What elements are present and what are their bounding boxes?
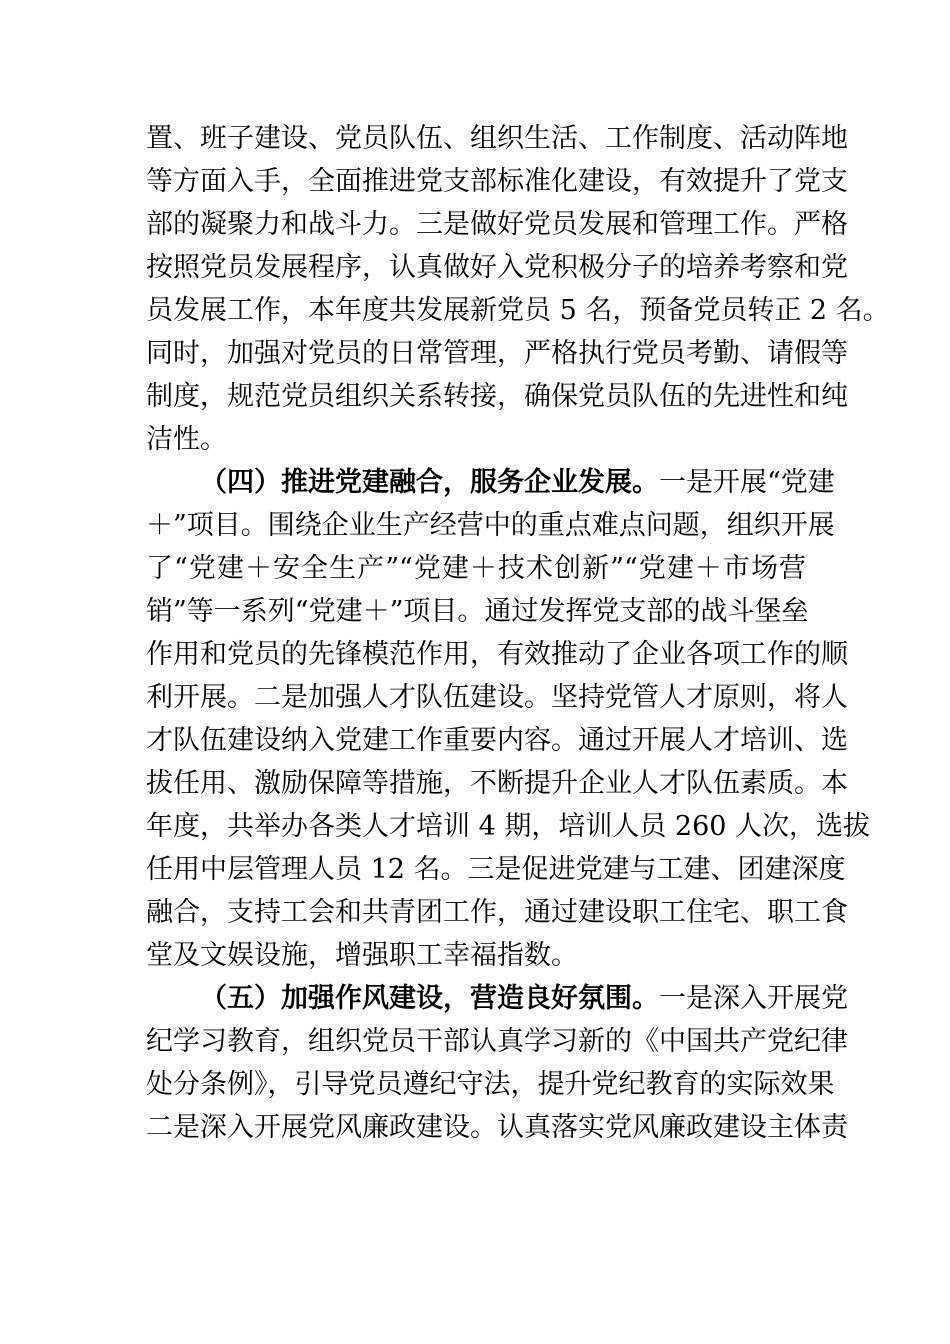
section-heading-line: （四）推进党建融合，服务企业发展。一是开展“党建 <box>200 467 835 498</box>
text-line: 才队伍建设纳入党建工作重要内容。通过开展人才培训、选 <box>146 725 848 756</box>
text-line: 了“党建＋安全生产”“党建＋技术创新”“党建＋市场营 <box>146 553 806 584</box>
text-line: 拔任用、激励保障等措施，不断提升企业人才队伍素质。本 <box>146 768 848 799</box>
section-heading: （五）加强作风建设，营造良好氛围。 <box>200 983 659 1014</box>
text-line: 销”等一系列“党建＋”项目。通过发挥党支部的战斗堡垒 <box>146 596 809 627</box>
text-line: 等方面入手，全面推进党支部标准化建设，有效提升了党支 <box>146 166 848 197</box>
text-line: 二是深入开展党风廉政建设。认真落实党风廉政建设主体责 <box>146 1112 848 1143</box>
text-line: 利开展。二是加强人才队伍建设。坚持党管人才原则，将人 <box>146 682 848 713</box>
text-line: 置、班子建设、党员队伍、组织生活、工作制度、活动阵地 <box>146 123 848 154</box>
text-line: 同时，加强对党员的日常管理，严格执行党员考勤、请假等 <box>146 338 848 369</box>
text-line: 洁性。 <box>146 424 227 455</box>
text-line: 融合，支持工会和共青团工作，通过建设职工住宅、职工食 <box>146 897 848 928</box>
text-line: 按照党员发展程序，认真做好入党积极分子的培养考察和党 <box>146 252 848 283</box>
text-line: 员发展工作，本年度共发展新党员 5 名，预备党员转正 2 名。 <box>146 295 890 326</box>
text-line: 处分条例》，引导党员遵纪守法，提升党纪教育的实际效果 <box>146 1069 835 1100</box>
section-heading: （四）推进党建融合，服务企业发展。 <box>200 467 659 498</box>
text-line: 制度，规范党员组织关系转接，确保党员队伍的先进性和纯 <box>146 381 848 412</box>
text-line: 任用中层管理人员 12 名。三是促进党建与工建、团建深度 <box>146 854 846 885</box>
text-line: ＋”项目。围绕企业生产经营中的重点难点问题，组织开展 <box>146 510 835 541</box>
section-heading-line: （五）加强作风建设，营造良好氛围。一是深入开展党 <box>200 983 848 1014</box>
text-line: 年度，共举办各类人才培训 4 期，培训人员 260 人次，选拔 <box>146 811 871 842</box>
text-line: 纪学习教育，组织党员干部认真学习新的《中国共产党纪律 <box>146 1026 848 1057</box>
text-line: 部的凝聚力和战斗力。三是做好党员发展和管理工作。严格 <box>146 209 848 240</box>
text-line: 堂及文娱设施，增强职工幸福指数。 <box>146 940 578 971</box>
text-line: 作用和党员的先锋模范作用，有效推动了企业各项工作的顺 <box>146 639 848 670</box>
